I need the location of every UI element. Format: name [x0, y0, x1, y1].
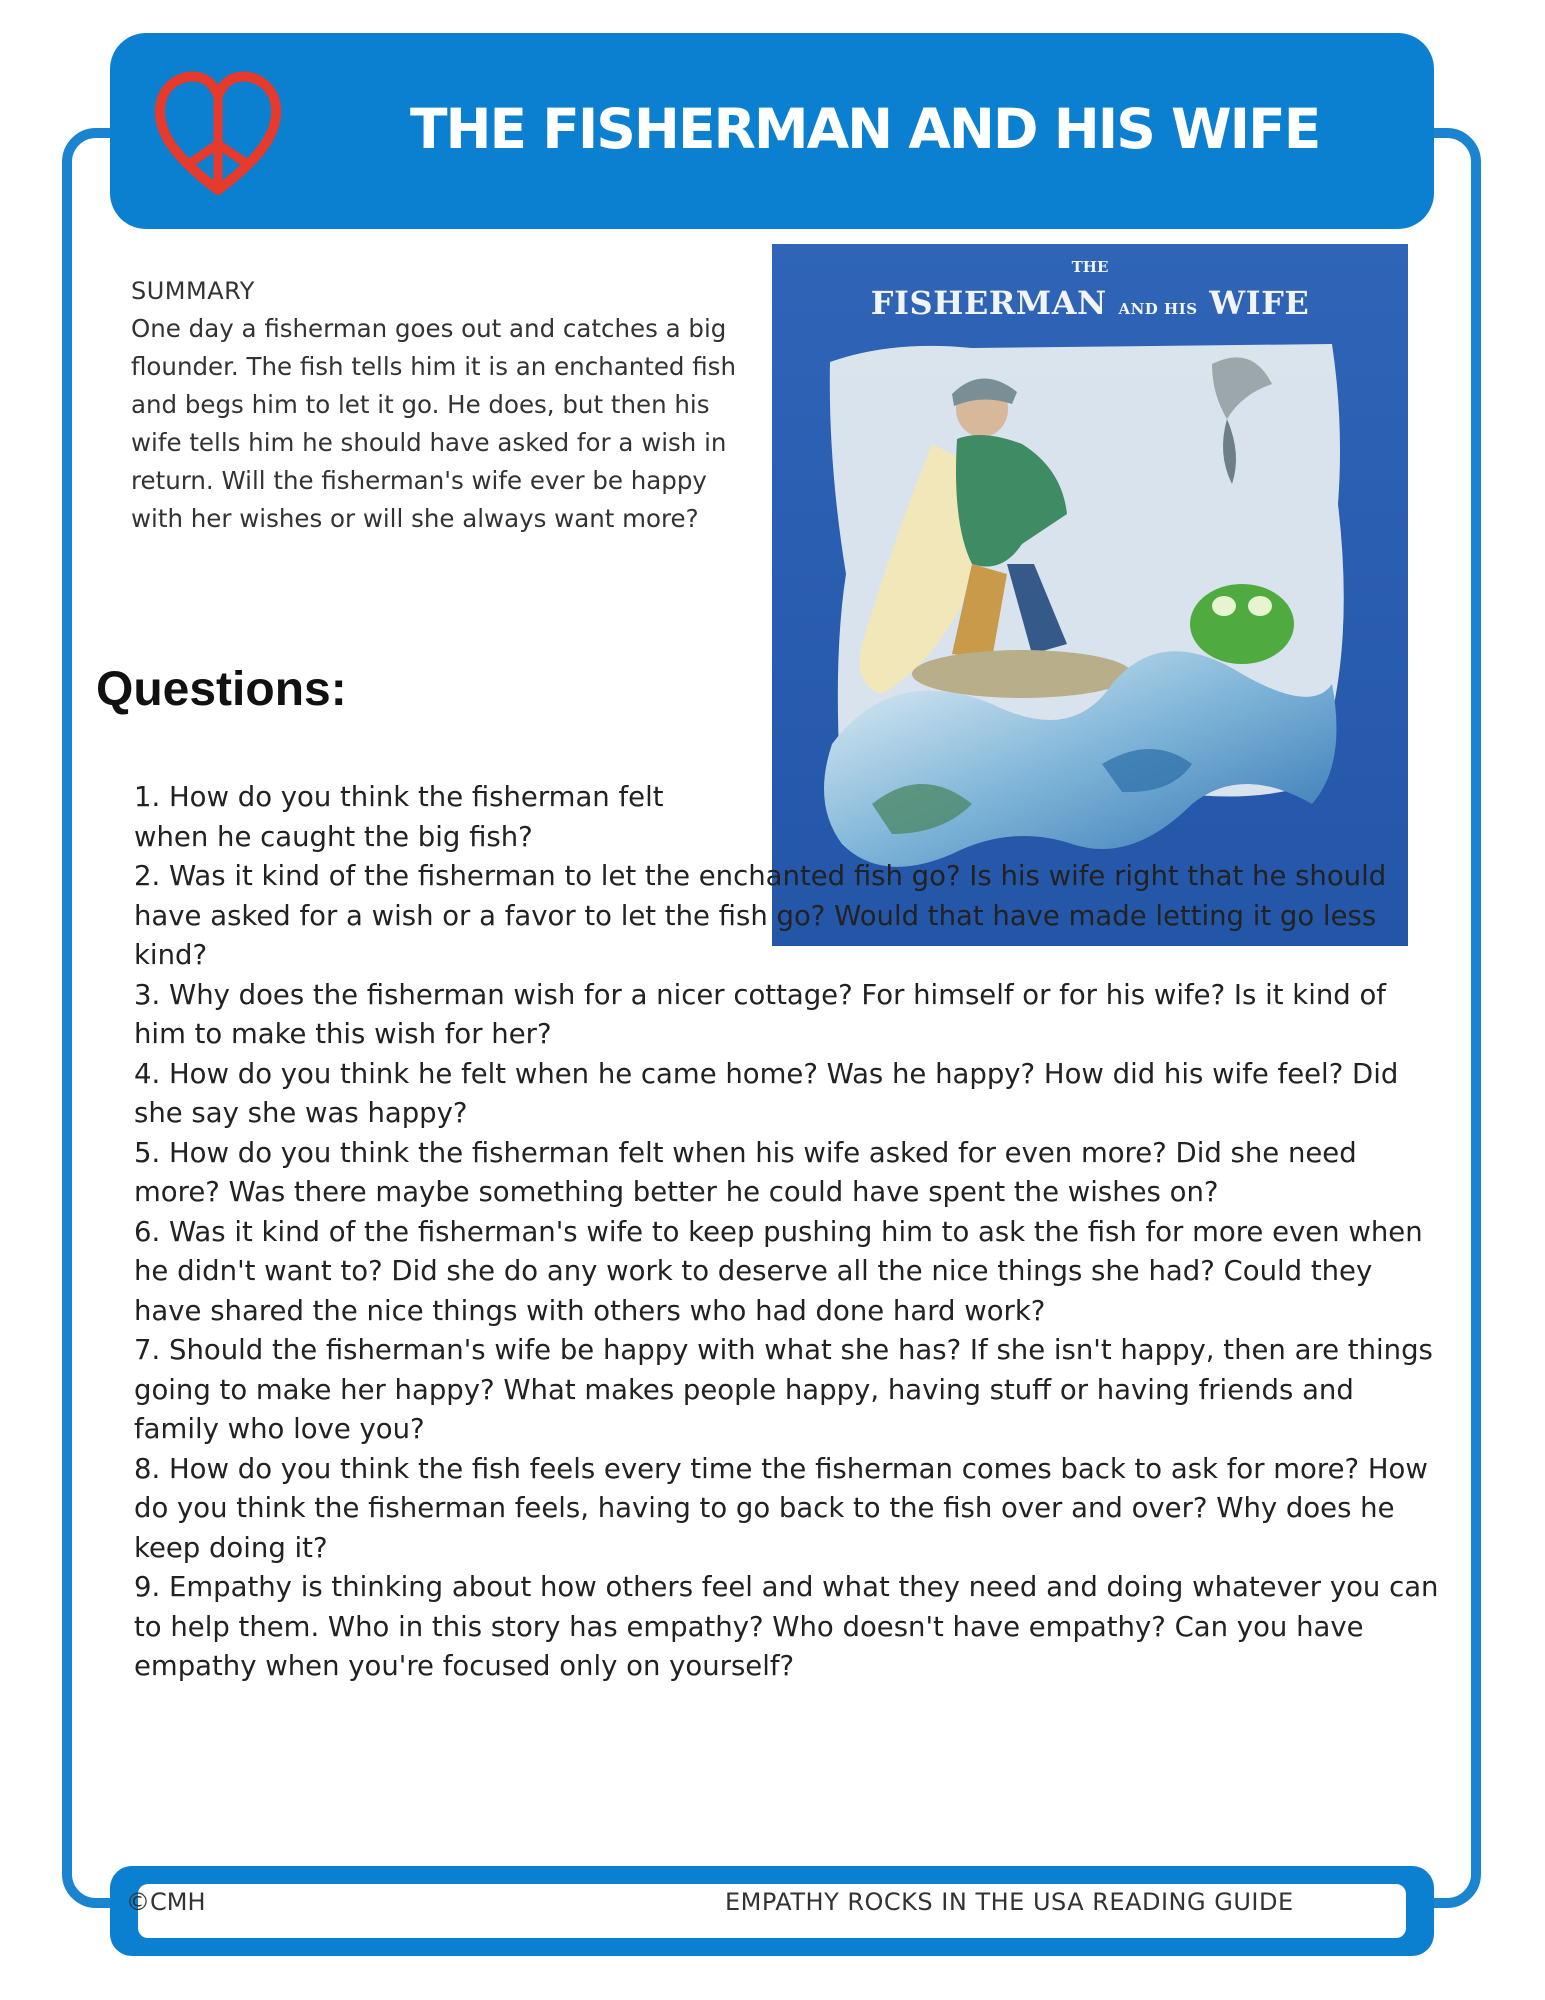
summary-heading: SUMMARY — [131, 277, 255, 305]
summary-text: One day a fisherman goes out and catches a big flounder. The fish tells him it is an enchanted fish and begs him to let it go. He does, but then his wife tells him he should have asked for a wish in return. Will the fisherman's wife ever be happy with her wishes or will she always want more? — [131, 314, 736, 533]
cover-title-left: FISHERMAN — [870, 284, 1107, 322]
question-item: 7. Should the fisherman's wife be happy with what she has? If she isn't happy, then are things going to make her happy? What makes people happy, having stuff or having friends and family who love you? — [134, 1334, 1433, 1445]
question-item: 3. Why does the fisherman wish for a nicer cottage? For himself or for his wife? Is it kind of him to make this wish for her? — [134, 978, 1386, 1050]
footer-copyright: ©CMH — [126, 1888, 206, 1916]
question-item: 1. How do you think the fisherman felt when he caught the big fish? — [134, 781, 664, 853]
page-title: THE FISHERMAN AND HIS WIFE — [410, 97, 1320, 161]
question-item: 4. How do you think he felt when he came home? Was he happy? How did his wife feel? Did she say she was happy? — [134, 1057, 1399, 1129]
questions-list — [134, 778, 1444, 1687]
footer-guide-title: EMPATHY ROCKS IN THE USA READING GUIDE — [725, 1888, 1294, 1916]
cover-title-right: WIFE — [1209, 284, 1310, 322]
header-banner — [110, 33, 1434, 229]
questions-heading: Questions: — [96, 663, 347, 716]
cover-title-main — [772, 284, 1408, 322]
question-item: 5. How do you think the fisherman felt when his wife asked for even more? Did she need more? Was there maybe something better he could have spent the wishes on? — [134, 1136, 1357, 1208]
question-item: 8. How do you think the fish feels every time the fisherman comes back to ask for more? How do you think the fisherman feels, having to go back to the fish over and over? Why does he keep doing it? — [134, 1452, 1428, 1564]
cover-title-mid: AND HIS — [1118, 300, 1198, 318]
question-item: 9. Empathy is thinking about how others feel and what they need and doing whatever you can to help them. Who in this story has empathy? Who doesn't have empathy? Can you have empathy when you're focused only on yourself? — [134, 1571, 1439, 1682]
summary-section — [131, 272, 751, 538]
heart-peace-icon — [150, 66, 286, 199]
question-item: 6. Was it kind of the fisherman's wife to keep pushing him to ask the fish for more even when he didn't want to? Did she do any work to deserve all the nice things she had? Could they have shared the nice things with others who had done hard work? — [134, 1215, 1423, 1327]
cover-title-top: THE — [1071, 258, 1109, 276]
question-item: 2. Was it kind of the fisherman to let the enchanted fish go? Is his wife right that he should have asked for a wish or a favor to let the fish go? Would that have made letting it go less kind? — [134, 860, 1387, 971]
